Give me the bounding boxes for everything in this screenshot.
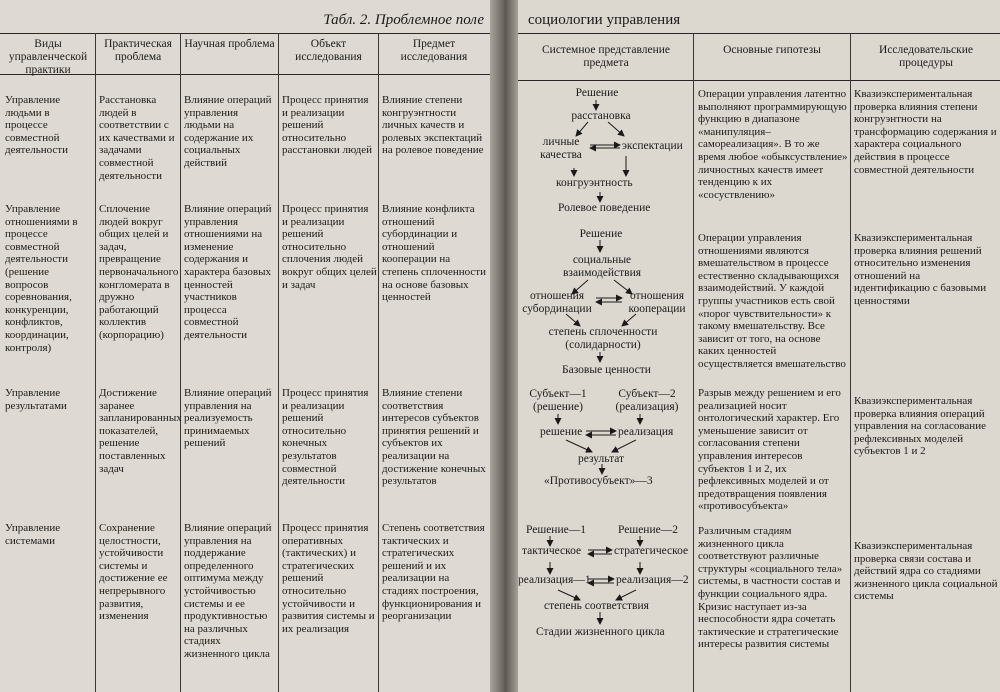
flow-arrow	[608, 122, 624, 136]
table-cell: Влияние конфликта отношений субординации и отношений кооперации на степень сплоченности на основе базовых ценностей	[382, 203, 487, 304]
flow-node: результат	[578, 453, 625, 465]
flow-arrow	[612, 440, 636, 452]
flow-node: отношения кооперации	[628, 290, 686, 315]
table-cell: Процесс принятия оперативных (тактических) и стратегических решений относительно устойчивости и развития системы и их реализация	[282, 522, 375, 635]
flow-node: решение	[540, 426, 583, 438]
table-cell: Управление отношениями в процессе совместной деятельности (решение вопросов соревнования, конкуренции, конфликтов, координации, контроля)	[5, 203, 78, 354]
header-practical-problem: Практическая проблема	[104, 38, 172, 63]
procedure-text: Квазиэкспериментальная проверка связи состава и действий ядра со стадиями жизненного цикла социальной системы	[854, 540, 998, 603]
flow-node: социальные взаимодействия	[562, 254, 642, 279]
table-cell: Степень соответствия тактических и стратегических решений и их реализации на стадиях построения, функционирования и реорганизации	[382, 522, 485, 623]
header-scientific-problem: Научная проблема	[184, 38, 275, 50]
table-top-rule	[518, 33, 1000, 34]
flow-node: отношения субординации	[522, 290, 592, 315]
flow-node: Стадии жизненного цикла	[536, 626, 665, 638]
hypothesis-text: Различным стадиям жизненного цикла соответствуют различные структуры «социального тела» системы, в частности состав и функции социального ядра. Кризис наступает из-за неспособности ядра сочетать тактические и стратегические интересы развития системы	[698, 525, 843, 651]
hypothesis-text: Операции управления отношениями являются вмешательством в процессе естественно складывающихся взаимодействий. У каждой группы участников есть свой «порог чувствительности» к такому вмешательству. Все зависит от того, на основе каких ценностей осуществляется вмешательство	[698, 232, 846, 370]
header-rule	[518, 80, 1000, 81]
flow-arrow	[558, 590, 580, 600]
flow-node: реализация	[618, 426, 674, 438]
table-cell: Влияние операций управления отношениями на изменение содержания и характера базовых ценностей участников процесса совместной деятельности	[184, 203, 272, 341]
table-cell: Управление результатами	[5, 387, 67, 412]
flow-node: Решение—1	[526, 524, 586, 536]
flow-node: степень соответствия	[544, 600, 649, 612]
header-system-representation: Системное представление предмета	[542, 44, 670, 69]
column-divider	[378, 33, 379, 692]
flow-node: Ролевое поведение	[558, 202, 651, 214]
flow-node: тактическое	[522, 545, 582, 557]
table-cell: Влияние операций управления на поддержание определенного оптимума между устойчивостью системы и ее продуктивностью на различных стадиях жизненного цикла	[184, 522, 272, 660]
table-caption: Табл. 2. Проблемное поле	[323, 12, 484, 28]
procedure-text: Квазиэкспериментальная проверка влияния степени конгруэнтности на трансформацию содержания и характера социального действия в процессе совместной деятельности	[854, 88, 997, 176]
flow-node: экспектации	[622, 140, 683, 152]
flow-node: реализация—1	[518, 574, 591, 586]
flow-node: Решение—2	[618, 524, 678, 536]
book-spine	[490, 0, 518, 692]
flow-arrow	[566, 440, 592, 452]
table-cell: Влияние операций управления на реализуемость принимаемых решений	[184, 387, 272, 450]
table-top-rule	[0, 33, 490, 34]
table-cell: Управление системами	[5, 522, 61, 547]
flow-node: Субъект—1 (решение)	[529, 388, 587, 413]
flow-arrow	[616, 590, 636, 600]
column-divider	[180, 33, 181, 692]
table-cell: Влияние операций управления людьми на содержание их социальных действий	[184, 94, 272, 169]
column-divider	[278, 33, 279, 692]
table-cell: Процесс принятия и реализации решений относительно сплочения людей вокруг общих целей и задач	[282, 203, 377, 291]
table-cell: Процесс принятия и реализации решений относительно конечных результатов совместной деятельности	[282, 387, 369, 488]
table-cell: Управление людьми в процессе совместной деятельности	[5, 94, 68, 157]
header-research-subject: Предмет исследования	[400, 38, 468, 63]
flow-node: степень сплоченности (солидарности)	[548, 326, 658, 351]
table-cell: Сплочение людей вокруг общих целей и задач, превращение первоначального конгломерата в дружно работающий коллектив (корпорацию)	[99, 203, 179, 341]
hypothesis-text: Операции управления латентно выполняют программирующую функцию в диапазоне «манипуляция– самореализация». В то же время любое «обыксуствление» личностных качеств имеет тенденцию к их «сосуствлению»	[698, 88, 848, 201]
flow-node: реализация—2	[616, 574, 689, 586]
flow-node: Решение	[579, 228, 623, 240]
column-divider	[850, 33, 851, 692]
column-divider	[95, 33, 96, 692]
procedure-text: Квазиэкспериментальная проверка влияния решений относительно изменения отношений на идентификацию с базовыми ценностями	[854, 232, 987, 307]
header-procedures: Исследовательские процедуры	[879, 44, 973, 69]
header-research-object: Объект исследования	[295, 38, 362, 63]
flow-node: личные качества	[540, 136, 582, 161]
table-cell: Влияние степени соответствия интересов субъектов принятия решений и субъектов их реализации на достижение конечных результатов	[382, 387, 486, 488]
flow-node: конгруэнтность	[556, 177, 633, 189]
table-cell: Сохранение целостности, устойчивости системы и достижение ее непрерывного развития, изменения	[99, 522, 168, 623]
table-cell: Влияние степени конгруэнтности личных качеств и ролевых экспектаций на ролевое поведение	[382, 94, 484, 157]
flow-node: Базовые ценности	[562, 364, 651, 376]
flow-node: расстановка	[571, 110, 631, 122]
left-page	[0, 0, 490, 692]
header-practice: Виды управленческой практики	[8, 38, 88, 76]
table-cell: Процесс принятия и реализации решений относительно расстановки людей	[282, 94, 373, 157]
hypothesis-text: Разрыв между решением и его реализацией носит онтологический характер. Его уменьшение зависит от согласования степени управления интересов субъектов 1 и 2, их рефлексивных моделей и от предотвращения появления «противосубъекта»	[698, 387, 841, 513]
header-hypotheses: Основные гипотезы	[723, 44, 821, 56]
flow-node: стратегическое	[614, 545, 689, 557]
table-cell: Достижение заранее запланированных показателей, решение поставленных задач	[99, 387, 182, 475]
table-cell: Расстановка людей в соответствии с их качествами и задачами совместной деятельности	[99, 94, 175, 182]
flow-arrow	[576, 122, 588, 136]
flow-node: Субъект—2 (реализация)	[615, 388, 679, 413]
flow-node: Решение	[575, 87, 619, 99]
flow-node: «Противосубъект»—3	[544, 475, 653, 487]
table-caption-continued: социологии управления	[528, 12, 681, 28]
column-divider	[693, 33, 694, 692]
right-page	[518, 0, 1000, 692]
procedure-text: Квазиэкспериментальная проверка влияния операций управления на согласование рефлексивных моделей субъектов 1 и 2	[854, 395, 986, 458]
